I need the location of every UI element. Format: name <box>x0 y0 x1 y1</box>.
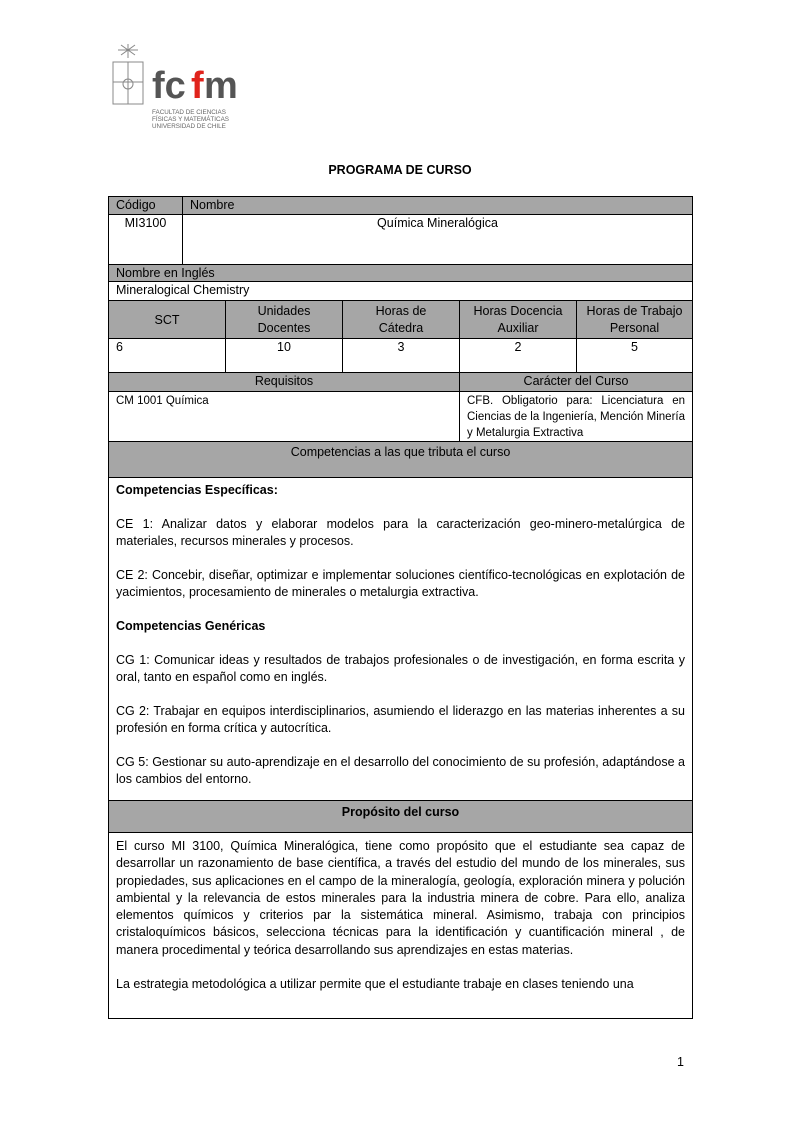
hours-value-hc: 3 <box>342 338 460 373</box>
hours-header-ud: Unidades Docentes <box>225 300 343 339</box>
requisitos-value: CM 1001 Química <box>108 391 460 442</box>
proposito-paragraph: La estrategia metodológica a utilizar permite que el estudiante trabaje en clases teniendo una <box>116 977 634 992</box>
svg-text:f: f <box>191 65 204 107</box>
competencia-ce2: CE 2: Concebir, diseñar, optimizar e implementar soluciones científico-tecnológicas en explotación de yacimientos, procesamiento de minerales o metalurgia extractiva. <box>116 568 685 599</box>
competencias-content <box>108 477 693 801</box>
english-name: Mineralogical Chemistry <box>108 281 693 301</box>
university-seal-icon <box>108 44 248 134</box>
course-name: Química Mineralógica <box>182 214 693 265</box>
page-number: 1 <box>677 1055 684 1069</box>
hours-header-hda: Horas Docencia Auxiliar <box>459 300 577 339</box>
svg-text:FÍSICAS Y MATEMÁTICAS: FÍSICAS Y MATEMÁTICAS <box>152 116 229 123</box>
competencia-cg5: CG 5: Gestionar su auto-aprendizaje en el desarrollo del conocimiento de su profesión, adaptándose a los cambios del entorno. <box>116 755 685 786</box>
svg-text:FACULTAD DE CIENCIAS: FACULTAD DE CIENCIAS <box>152 109 226 116</box>
requisitos-header: Requisitos <box>108 372 460 392</box>
proposito-content <box>108 832 693 1019</box>
fcfm-logo <box>108 44 248 134</box>
competencia-cg2: CG 2: Trabajar en equipos interdisciplinarios, asumiendo el liderazgo en las materias inherentes a su profesión en forma crítica y autocrítica. <box>116 704 685 735</box>
nombre-header: Nombre <box>182 196 693 215</box>
ingles-header: Nombre en Inglés <box>108 264 693 282</box>
svg-text:m: m <box>204 65 238 107</box>
proposito-paragraph: El curso MI 3100, Química Mineralógica, tiene como propósito que el estudiante sea capaz de desarrollar un razonamiento de base científica, a través del estudio del mundo de los minerales, sus propiedades, sus aplicaciones en el campo de la mineralogía, geología, exploración minera y polución ambiental y la relevancia de estos minerales para la industria minera de cobre. Para ello, analiza elementos químicos y criterios par la sistemática mineral. Asimismo, trabaja con principios cristaloquímicos básicos, selecciona técnicas para la identificación y cuantificación mineral , de manera procedimental y teórica desarrollando sus aprendizajes en estas materias. <box>116 839 685 957</box>
codigo-header: Código <box>108 196 183 215</box>
caracter-header: Carácter del Curso <box>459 372 693 392</box>
document-title: PROGRAMA DE CURSO <box>328 163 472 177</box>
course-code: MI3100 <box>108 214 183 265</box>
competencia-ce1: CE 1: Analizar datos y elaborar modelos para la caracterización geo-minero-metalúrgica de materiales, recursos minerales y procesos. <box>116 517 685 548</box>
svg-text:fc: fc <box>152 65 186 107</box>
hours-header-hc: Horas de Cátedra <box>342 300 460 339</box>
hours-header-htp: Horas de Trabajo Personal <box>576 300 693 339</box>
hours-value-sct: 6 <box>108 338 226 373</box>
hours-value-hda: 2 <box>459 338 577 373</box>
competencia-cg1: CG 1: Comunicar ideas y resultados de trabajos profesionales o de investigación, en forma escrita y oral, tanto en español como en inglés. <box>116 653 685 684</box>
especificas-title: Competencias Específicas: <box>116 483 278 497</box>
hours-value-htp: 5 <box>576 338 693 373</box>
genericas-title: Competencias Genéricas <box>116 619 266 633</box>
hours-value-ud: 10 <box>225 338 343 373</box>
caracter-value: CFB. Obligatorio para: Licenciatura en Ciencias de la Ingeniería, Mención Minería y Metalurgia Extractiva <box>459 391 693 442</box>
competencias-header: Competencias a las que tributa el curso <box>108 441 693 478</box>
svg-text:UNIVERSIDAD DE CHILE: UNIVERSIDAD DE CHILE <box>152 123 226 130</box>
proposito-header: Propósito del curso <box>108 800 693 833</box>
hours-header-sct: SCT <box>108 300 226 339</box>
